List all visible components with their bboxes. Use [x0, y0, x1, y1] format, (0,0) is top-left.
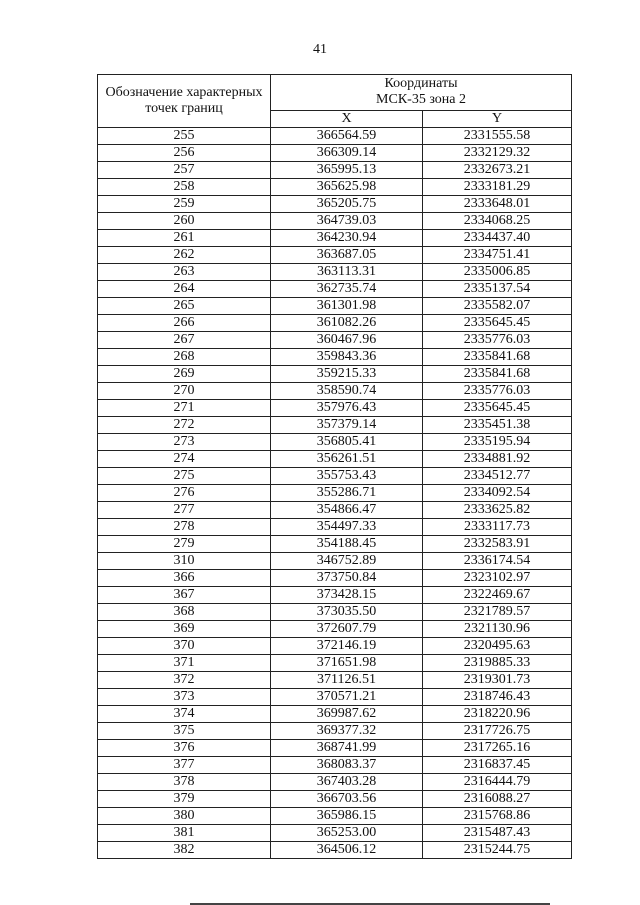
x-coordinate-cell: 364506.12	[271, 842, 423, 859]
point-number-cell: 255	[98, 128, 271, 145]
y-coordinate-cell: 2315768.86	[423, 808, 572, 825]
x-coordinate-cell: 373750.84	[271, 570, 423, 587]
y-coordinate-cell: 2320495.63	[423, 638, 572, 655]
x-coordinate-cell: 366703.56	[271, 791, 423, 808]
header-coordinates-title: Координаты	[384, 76, 458, 92]
y-coordinate-cell: 2335195.94	[423, 434, 572, 451]
x-coordinate-cell: 360467.96	[271, 332, 423, 349]
x-coordinate-cell: 363113.31	[271, 264, 423, 281]
coordinates-table	[97, 74, 572, 859]
x-coordinate-cell: 357976.43	[271, 400, 423, 417]
x-coordinate-cell: 358590.74	[271, 383, 423, 400]
point-number-cell: 369	[98, 621, 271, 638]
x-coordinate-cell: 356805.41	[271, 434, 423, 451]
table-row	[98, 128, 572, 145]
point-number-cell: 373	[98, 689, 271, 706]
point-number-cell: 265	[98, 298, 271, 315]
x-coordinate-cell: 372607.79	[271, 621, 423, 638]
table-row	[98, 162, 572, 179]
table-row	[98, 315, 572, 332]
table-row	[98, 621, 572, 638]
table-row	[98, 366, 572, 383]
x-coordinate-cell: 365986.15	[271, 808, 423, 825]
point-number-cell: 276	[98, 485, 271, 502]
point-number-cell: 256	[98, 145, 271, 162]
point-number-cell: 257	[98, 162, 271, 179]
x-coordinate-cell: 365625.98	[271, 179, 423, 196]
table-row	[98, 587, 572, 604]
x-coordinate-cell: 364739.03	[271, 213, 423, 230]
y-coordinate-cell: 2315244.75	[423, 842, 572, 859]
table-row	[98, 825, 572, 842]
point-number-cell: 279	[98, 536, 271, 553]
point-number-cell: 273	[98, 434, 271, 451]
table-row	[98, 196, 572, 213]
table-row	[98, 349, 572, 366]
y-coordinate-cell: 2332583.91	[423, 536, 572, 553]
x-coordinate-cell: 373035.50	[271, 604, 423, 621]
y-coordinate-cell: 2334751.41	[423, 247, 572, 264]
x-coordinate-cell: 356261.51	[271, 451, 423, 468]
table-row	[98, 774, 572, 791]
x-coordinate-cell: 365995.13	[271, 162, 423, 179]
y-coordinate-cell: 2316837.45	[423, 757, 572, 774]
y-coordinate-cell: 2335137.54	[423, 281, 572, 298]
table-row	[98, 468, 572, 485]
x-coordinate-cell: 355753.43	[271, 468, 423, 485]
table-row	[98, 553, 572, 570]
y-coordinate-cell: 2335006.85	[423, 264, 572, 281]
y-coordinate-cell: 2335451.38	[423, 417, 572, 434]
y-coordinate-cell: 2316444.79	[423, 774, 572, 791]
y-coordinate-cell: 2317726.75	[423, 723, 572, 740]
point-number-cell: 261	[98, 230, 271, 247]
x-coordinate-cell: 357379.14	[271, 417, 423, 434]
table-row	[98, 536, 572, 553]
x-coordinate-cell: 361082.26	[271, 315, 423, 332]
y-coordinate-cell: 2335776.03	[423, 383, 572, 400]
y-coordinate-cell: 2318746.43	[423, 689, 572, 706]
table-row	[98, 400, 572, 417]
point-number-cell: 258	[98, 179, 271, 196]
table-row	[98, 740, 572, 757]
point-number-cell: 382	[98, 842, 271, 859]
table-row	[98, 570, 572, 587]
table-row	[98, 604, 572, 621]
x-coordinate-cell: 355286.71	[271, 485, 423, 502]
point-number-cell: 378	[98, 774, 271, 791]
x-coordinate-cell: 354497.33	[271, 519, 423, 536]
point-number-cell: 372	[98, 672, 271, 689]
x-coordinate-cell: 366564.59	[271, 128, 423, 145]
header-point-designation: Обозначение характерных точек границ	[98, 75, 271, 128]
page-number: 41	[313, 42, 327, 57]
x-coordinate-cell: 372146.19	[271, 638, 423, 655]
point-number-cell: 263	[98, 264, 271, 281]
y-coordinate-cell: 2335582.07	[423, 298, 572, 315]
point-number-cell: 266	[98, 315, 271, 332]
point-number-cell: 381	[98, 825, 271, 842]
y-coordinate-cell: 2334512.77	[423, 468, 572, 485]
y-coordinate-cell: 2334068.25	[423, 213, 572, 230]
x-coordinate-cell: 354188.45	[271, 536, 423, 553]
y-coordinate-cell: 2321130.96	[423, 621, 572, 638]
y-coordinate-cell: 2336174.54	[423, 553, 572, 570]
point-number-cell: 262	[98, 247, 271, 264]
y-coordinate-cell: 2334092.54	[423, 485, 572, 502]
table-row	[98, 842, 572, 859]
point-number-cell: 277	[98, 502, 271, 519]
point-number-cell: 374	[98, 706, 271, 723]
table-row	[98, 298, 572, 315]
point-number-cell: 271	[98, 400, 271, 417]
table-row	[98, 485, 572, 502]
point-number-cell: 375	[98, 723, 271, 740]
x-coordinate-cell: 363687.05	[271, 247, 423, 264]
table-row	[98, 519, 572, 536]
point-number-cell: 278	[98, 519, 271, 536]
x-coordinate-cell: 354866.47	[271, 502, 423, 519]
point-number-cell: 368	[98, 604, 271, 621]
y-coordinate-cell: 2333648.01	[423, 196, 572, 213]
table-row	[98, 213, 572, 230]
y-coordinate-cell: 2331555.58	[423, 128, 572, 145]
x-coordinate-cell: 369987.62	[271, 706, 423, 723]
y-coordinate-cell: 2335645.45	[423, 315, 572, 332]
table-row	[98, 689, 572, 706]
y-coordinate-cell: 2323102.97	[423, 570, 572, 587]
table-row	[98, 281, 572, 298]
table-row	[98, 383, 572, 400]
table-row	[98, 145, 572, 162]
table-row	[98, 230, 572, 247]
x-coordinate-cell: 370571.21	[271, 689, 423, 706]
point-number-cell: 274	[98, 451, 271, 468]
point-number-cell: 269	[98, 366, 271, 383]
point-number-cell: 376	[98, 740, 271, 757]
table-row	[98, 264, 572, 281]
point-number-cell: 270	[98, 383, 271, 400]
y-coordinate-cell: 2332129.32	[423, 145, 572, 162]
table-row	[98, 434, 572, 451]
x-coordinate-cell: 365205.75	[271, 196, 423, 213]
table-row	[98, 808, 572, 825]
header-y: Y	[423, 110, 572, 127]
table-row	[98, 672, 572, 689]
x-coordinate-cell: 365253.00	[271, 825, 423, 842]
point-number-cell: 310	[98, 553, 271, 570]
table-row	[98, 451, 572, 468]
table-row	[98, 706, 572, 723]
point-number-cell: 264	[98, 281, 271, 298]
table-row	[98, 791, 572, 808]
y-coordinate-cell: 2321789.57	[423, 604, 572, 621]
x-coordinate-cell: 371651.98	[271, 655, 423, 672]
y-coordinate-cell: 2335645.45	[423, 400, 572, 417]
x-coordinate-cell: 368083.37	[271, 757, 423, 774]
point-number-cell: 379	[98, 791, 271, 808]
header-coordinates	[271, 75, 572, 111]
y-coordinate-cell: 2334881.92	[423, 451, 572, 468]
y-coordinate-cell: 2316088.27	[423, 791, 572, 808]
point-number-cell: 371	[98, 655, 271, 672]
x-coordinate-cell: 346752.89	[271, 553, 423, 570]
y-coordinate-cell: 2333625.82	[423, 502, 572, 519]
point-number-cell: 366	[98, 570, 271, 587]
x-coordinate-cell: 367403.28	[271, 774, 423, 791]
y-coordinate-cell: 2315487.43	[423, 825, 572, 842]
table-row	[98, 502, 572, 519]
y-coordinate-cell: 2332673.21	[423, 162, 572, 179]
table-row	[98, 638, 572, 655]
x-coordinate-cell: 359215.33	[271, 366, 423, 383]
y-coordinate-cell: 2319885.33	[423, 655, 572, 672]
table-row	[98, 723, 572, 740]
x-coordinate-cell: 368741.99	[271, 740, 423, 757]
header-x: X	[271, 110, 423, 127]
x-coordinate-cell: 371126.51	[271, 672, 423, 689]
x-coordinate-cell: 361301.98	[271, 298, 423, 315]
y-coordinate-cell: 2335776.03	[423, 332, 572, 349]
point-number-cell: 260	[98, 213, 271, 230]
table-header	[98, 75, 572, 128]
table-row	[98, 757, 572, 774]
y-coordinate-cell: 2317265.16	[423, 740, 572, 757]
point-number-cell: 377	[98, 757, 271, 774]
table-row	[98, 417, 572, 434]
y-coordinate-cell: 2334437.40	[423, 230, 572, 247]
header-coordinate-system: МСК-35 зона 2	[376, 92, 466, 108]
x-coordinate-cell: 364230.94	[271, 230, 423, 247]
x-coordinate-cell: 359843.36	[271, 349, 423, 366]
point-number-cell: 380	[98, 808, 271, 825]
table-row	[98, 332, 572, 349]
y-coordinate-cell: 2319301.73	[423, 672, 572, 689]
table-body	[98, 128, 572, 859]
table-row	[98, 179, 572, 196]
y-coordinate-cell: 2318220.96	[423, 706, 572, 723]
point-number-cell: 267	[98, 332, 271, 349]
y-coordinate-cell: 2322469.67	[423, 587, 572, 604]
point-number-cell: 272	[98, 417, 271, 434]
y-coordinate-cell: 2335841.68	[423, 366, 572, 383]
point-number-cell: 367	[98, 587, 271, 604]
table-row	[98, 655, 572, 672]
x-coordinate-cell: 369377.32	[271, 723, 423, 740]
point-number-cell: 268	[98, 349, 271, 366]
x-coordinate-cell: 362735.74	[271, 281, 423, 298]
x-coordinate-cell: 366309.14	[271, 145, 423, 162]
y-coordinate-cell: 2333181.29	[423, 179, 572, 196]
point-number-cell: 275	[98, 468, 271, 485]
point-number-cell: 259	[98, 196, 271, 213]
y-coordinate-cell: 2335841.68	[423, 349, 572, 366]
x-coordinate-cell: 373428.15	[271, 587, 423, 604]
y-coordinate-cell: 2333117.73	[423, 519, 572, 536]
point-number-cell: 370	[98, 638, 271, 655]
table-row	[98, 247, 572, 264]
